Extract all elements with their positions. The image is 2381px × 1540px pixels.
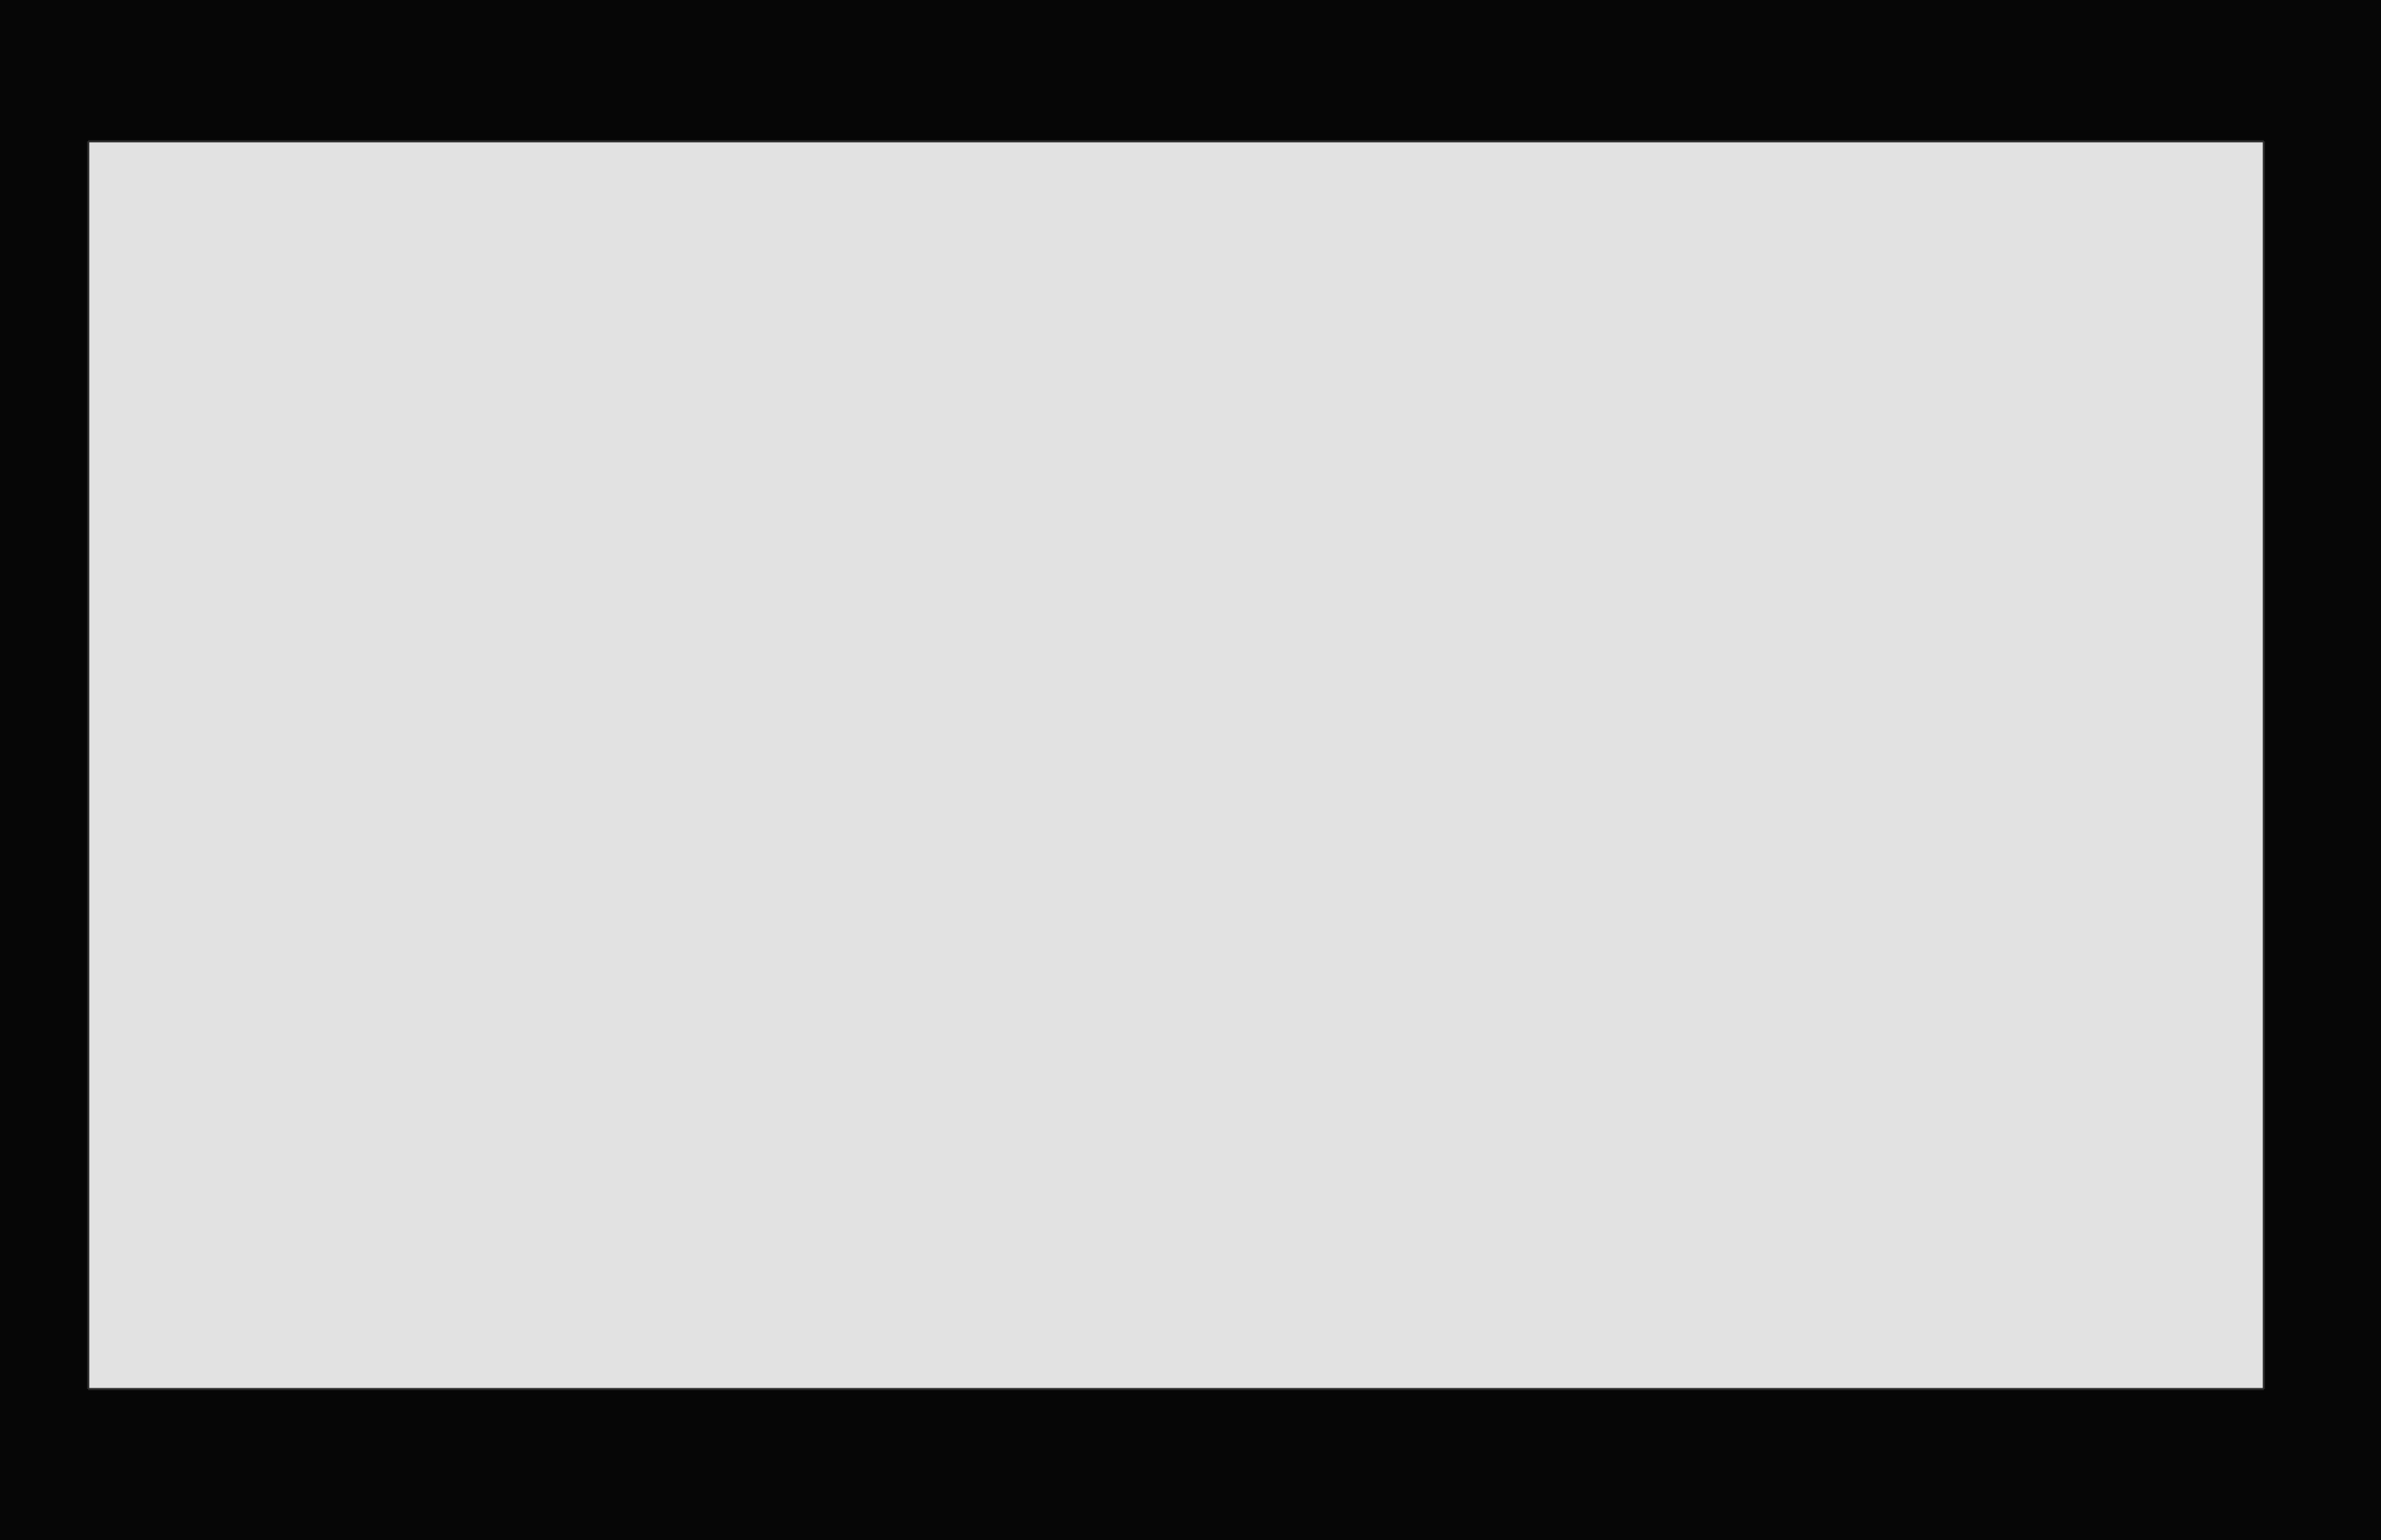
- paper-card: [88, 141, 2264, 1389]
